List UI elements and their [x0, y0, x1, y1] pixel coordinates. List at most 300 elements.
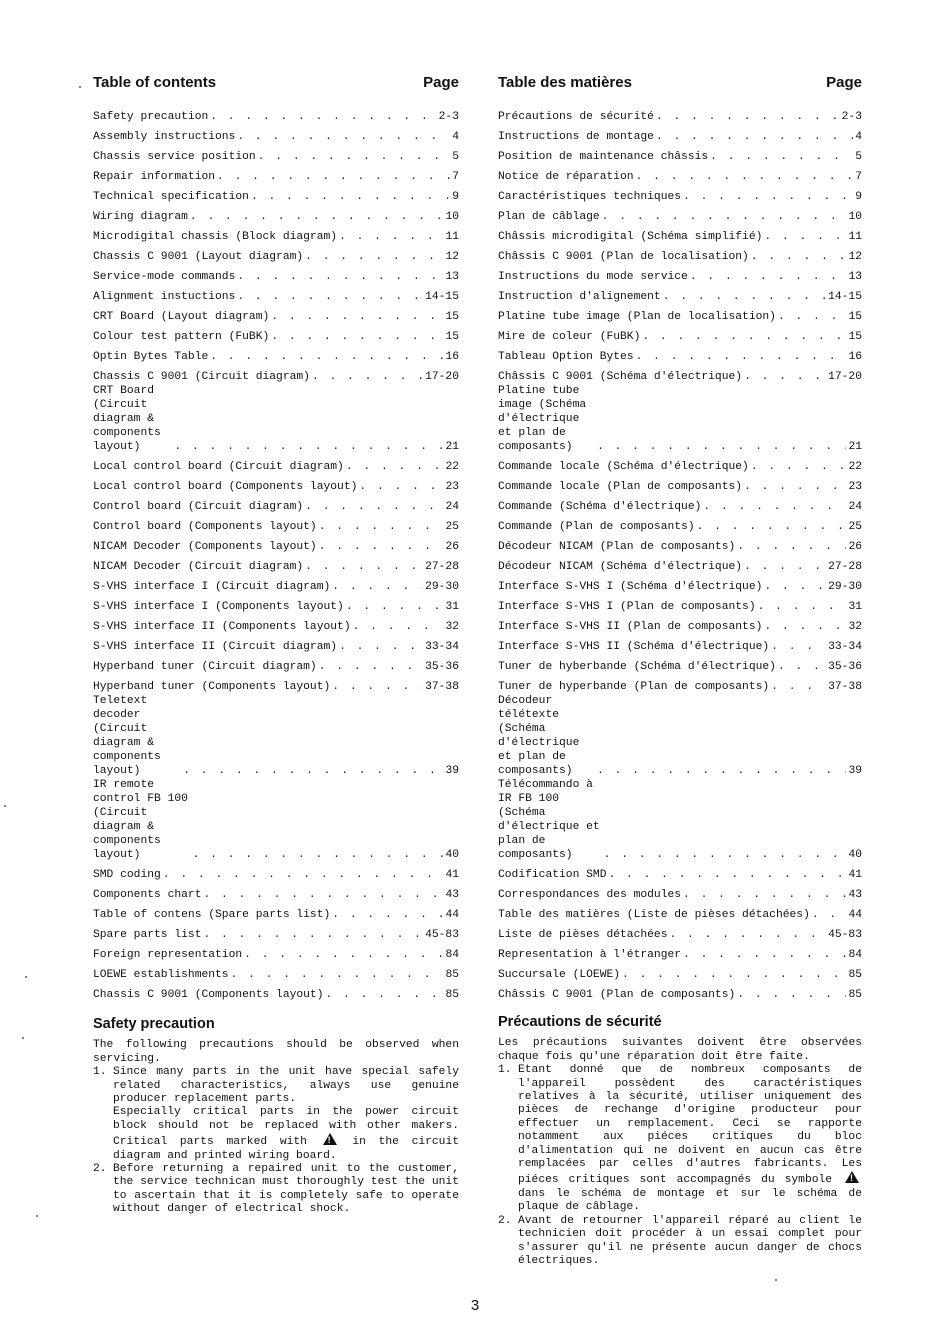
toc-english-entry-title: Service-mode commands — [93, 271, 236, 283]
toc-english-entry — [93, 882, 459, 902]
toc-french-entry — [498, 634, 862, 654]
toc-english-entry-leader — [251, 190, 450, 204]
toc-english-entry — [93, 514, 459, 534]
toc-french-entry-leader — [737, 540, 846, 554]
toc-english-entry-page: 25 — [445, 521, 459, 533]
toc-english-entry-title: Components chart — [93, 889, 202, 901]
toc-french-entry — [498, 882, 862, 902]
toc-english-entry-page: 15 — [445, 331, 459, 343]
toc-english-entry-page: 44 — [445, 909, 459, 921]
toc-english-entry-title: Colour test pattern (FuBK) — [93, 331, 270, 343]
toc-french-entry-page: 44 — [848, 909, 862, 921]
page-number: 3 — [470, 1297, 480, 1314]
toc-english-entry-title: CRT Board (Circuit diagram & components layout) — [93, 385, 161, 453]
toc-french-entry-leader — [744, 370, 826, 384]
toc-english-entry-title: S-VHS interface II (Circuit diagram) — [93, 641, 338, 653]
toc-english-entry — [93, 778, 459, 862]
toc-english-entry-page: 23 — [445, 481, 459, 493]
toc-french-entry-leader — [737, 988, 846, 1002]
toc-english-entry-title: Chassis C 9001 (Components layout) — [93, 989, 324, 1001]
toc-french-entry-page: 9 — [855, 191, 862, 203]
toc-french-entry-title: Interface S-VHS I (Schéma d'électrique) — [498, 581, 763, 593]
toc-english-entry-title: NICAM Decoder (Circuit diagram) — [93, 561, 304, 573]
toc-english-entry-page: 9 — [452, 191, 459, 203]
toc-english-entry-title: IR remote control FB 100 (Circuit diagram & components layout) — [93, 779, 188, 861]
toc-french-entry-title: Liste de pièses détachées — [498, 929, 668, 941]
safety-french-item-2 — [498, 1215, 862, 1269]
toc-english-entry — [93, 902, 459, 922]
toc-english-entry — [93, 164, 459, 184]
toc-french-entry-leader — [683, 888, 846, 902]
toc-french-entry-title: Notice de réparation — [498, 171, 634, 183]
toc-french-entry-page: 14-15 — [828, 291, 862, 303]
toc-english-entry-page: 5 — [452, 151, 459, 163]
toc-english-entry-title: Technical specification — [93, 191, 249, 203]
toc-french-entry-page: 45-83 — [828, 929, 862, 941]
toc-french-entry-title: Representation à l'étranger — [498, 949, 682, 961]
toc-english-entry — [93, 862, 459, 882]
toc-french-entry-leader — [602, 210, 847, 224]
scan-speck — [22, 1037, 24, 1039]
toc-english-entry-title: S-VHS interface I (Components layout) — [93, 601, 344, 613]
toc-french-entry — [498, 454, 862, 474]
toc-english-entry — [93, 184, 459, 204]
toc-french-entry-leader — [778, 660, 826, 674]
toc-english-entry-leader — [210, 350, 443, 364]
safety-english-intro: The following precautions should be observed when servicing. — [93, 1039, 459, 1065]
toc-french-entry-title: Châssis C 9001 (Plan de composants) — [498, 989, 736, 1001]
toc-english-entry-leader — [271, 310, 443, 324]
toc-french-entry-leader — [764, 620, 846, 634]
toc-english-list — [93, 104, 459, 1002]
toc-french-entry-title: Interface S-VHS II (Plan de composants) — [498, 621, 763, 633]
toc-english-entry-page: 4 — [452, 131, 459, 143]
toc-french-entry — [498, 264, 862, 284]
toc-english-entry-title: Assembly instructions — [93, 131, 236, 143]
toc-french-entry — [498, 982, 862, 1002]
safety-section-english — [93, 1018, 459, 1217]
toc-french-entry — [498, 594, 862, 614]
safety-french-title: Précautions de sécurité — [498, 1014, 662, 1030]
toc-french-page-label: Page — [826, 74, 862, 91]
toc-english-entry-title: Spare parts list — [93, 929, 202, 941]
toc-english-entry-leader — [193, 848, 444, 862]
safety-french-item-2-number: 2. — [498, 1214, 512, 1227]
toc-english-entry-leader — [217, 170, 450, 184]
toc-french-entry-leader — [608, 868, 846, 882]
toc-english-entry-leader — [210, 110, 436, 124]
toc-english-entry — [93, 144, 459, 164]
toc-french-entry — [498, 962, 862, 982]
toc-english-entry-leader — [305, 250, 443, 264]
toc-english-entry-page: 12 — [445, 251, 459, 263]
toc-french-entry — [498, 144, 862, 164]
toc-french-entry — [498, 514, 862, 534]
warning-triangle-icon — [845, 1171, 859, 1183]
toc-english-entry-leader — [203, 928, 423, 942]
toc-french-entry-page: 15 — [848, 331, 862, 343]
toc-english-entry-title: Teletext decoder (Circuit diagram & components layout) — [93, 695, 161, 777]
toc-english-entry-title: SMD coding — [93, 869, 161, 881]
safety-english-title: Safety precaution — [93, 1016, 215, 1032]
toc-english-entry — [93, 264, 459, 284]
toc-french-entry-title: Position de maintenance châssis — [498, 151, 709, 163]
toc-english-entry-leader — [326, 988, 444, 1002]
safety-english-item-1-text-a: Since many parts in the unit have special safely related characteristics, always use genuine producer replacement parts. — [113, 1066, 459, 1106]
toc-french-entry-title: Succursale (LOEWE) — [498, 969, 621, 981]
toc-french-entry-page: 37-38 — [828, 681, 862, 693]
toc-french-entry-leader — [771, 640, 826, 654]
toc-english-entry-title: Alignment instuctions — [93, 291, 236, 303]
toc-french-entry-leader — [690, 270, 847, 284]
toc-english-entry-title: Chassis C 9001 (Circuit diagram) — [93, 371, 310, 383]
toc-english-entry-page: 35-36 — [425, 661, 459, 673]
toc-english-entry-leader — [339, 230, 443, 244]
toc-french-entry-title: Caractéristiques techniques — [498, 191, 682, 203]
toc-english-entry-leader — [319, 660, 423, 674]
toc-english-entry — [93, 614, 459, 634]
toc-french-entry — [498, 364, 862, 384]
toc-english-entry-page: 14-15 — [425, 291, 459, 303]
toc-french-entry-page: 23 — [848, 481, 862, 493]
toc-english-entry-title: S-VHS interface I (Circuit diagram) — [93, 581, 331, 593]
toc-french-entry-title: Commande (Schéma d'électrique) — [498, 501, 702, 513]
toc-french-entry-leader — [604, 848, 847, 862]
toc-french-entry-title: Châssis C 9001 (Plan de localisation) — [498, 251, 749, 263]
toc-french-entry-leader — [751, 250, 847, 264]
toc-french-entry-title: Tuner de hyperbande (Plan de composants) — [498, 681, 770, 693]
toc-french-entry-page: 11 — [848, 231, 862, 243]
toc-french-entry-page: 22 — [848, 461, 862, 473]
toc-french-entry — [498, 862, 862, 882]
toc-french-entry — [498, 184, 862, 204]
toc-french-entry-title: Platine tube image (Schéma d'électrique et plan de composants) — [498, 385, 587, 453]
toc-english-entry — [93, 284, 459, 304]
toc-english-entry-leader — [312, 370, 423, 384]
warning-triangle-icon — [323, 1133, 337, 1145]
toc-french-entry-title: Codification SMD — [498, 869, 607, 881]
toc-french-entry-page: 40 — [848, 849, 862, 861]
toc-english-entry-leader — [319, 540, 444, 554]
toc-french-entry-title: Télécommando à IR FB 100 (Schéma d'électrique et plan de composants) — [498, 779, 600, 861]
toc-french-entry — [498, 164, 862, 184]
toc-french-entry-leader — [778, 310, 846, 324]
toc-french-entry-leader — [764, 230, 846, 244]
toc-english-entry-leader — [190, 210, 444, 224]
safety-english-item-2-text: Before returning a repaired unit to the customer, the service technican must thoroughly test the unit to ascertain that it is completely safe to operate without danger of electrical shock. — [113, 1163, 459, 1216]
toc-english-entry-page: 31 — [445, 601, 459, 613]
toc-english-entry-leader — [346, 600, 444, 614]
toc-french-entry-page: 33-34 — [828, 641, 862, 653]
toc-english-entry-title: Hyperband tuner (Circuit diagram) — [93, 661, 317, 673]
toc-english-entry-leader — [319, 520, 444, 534]
safety-french-list — [498, 1064, 862, 1268]
toc-english-entry-leader — [346, 460, 444, 474]
toc-english-entry — [93, 634, 459, 654]
toc-english-entry — [93, 594, 459, 614]
toc-french-entry-page: 29-30 — [828, 581, 862, 593]
toc-french-entry-leader — [636, 170, 854, 184]
toc-english-entry-leader — [203, 888, 443, 902]
toc-french-entry — [498, 654, 862, 674]
toc-french-entry-page: 7 — [855, 171, 862, 183]
toc-french-title: Table des matières — [498, 74, 632, 91]
toc-english-entry — [93, 454, 459, 474]
toc-french-entry-leader — [656, 130, 853, 144]
toc-english-entry-page: 26 — [445, 541, 459, 553]
toc-french-entry-page: 35-36 — [828, 661, 862, 673]
toc-english-entry-page: 29-30 — [425, 581, 459, 593]
safety-english-item-1-number: 1. — [93, 1066, 107, 1079]
safety-english-item-1 — [93, 1066, 459, 1163]
scan-speck — [36, 1215, 38, 1217]
toc-english-entry-leader — [271, 330, 443, 344]
toc-english-entry-page: 84 — [445, 949, 459, 961]
toc-french-entry-page: 32 — [848, 621, 862, 633]
toc-english-entry-leader — [305, 560, 423, 574]
toc-french-entry-page: 10 — [848, 211, 862, 223]
safety-french-item-2-text: Avant de retourner l'appareil réparé au client le technicien doit procéder à un essai complet pour s'assurer qu'il ne présente aucun danger de chocs électriques. — [518, 1214, 862, 1267]
toc-french-entry-leader — [771, 680, 826, 694]
toc-french-entry-title: Table des matières (Liste de pièses détachées) — [498, 909, 810, 921]
toc-english-entry-page: 33-34 — [425, 641, 459, 653]
toc-english-entry — [93, 534, 459, 554]
toc-french-entry — [498, 554, 862, 574]
toc-english-entry-leader — [231, 968, 444, 982]
toc-french-entry-title: Plan de câblage — [498, 211, 600, 223]
toc-french-entry-leader — [812, 908, 847, 922]
toc-french-entry-title: Correspondances des modules — [498, 889, 682, 901]
toc-french-entry-leader — [710, 150, 853, 164]
toc-english-title: Table of contents — [93, 74, 217, 91]
toc-french-entry-leader — [597, 764, 846, 778]
safety-english-item-2 — [93, 1163, 459, 1217]
toc-french-entry-leader — [697, 520, 847, 534]
toc-french-entry — [498, 942, 862, 962]
toc-french-entry-page: 15 — [848, 311, 862, 323]
toc-french-list — [498, 104, 862, 1002]
toc-french-entry-leader — [669, 928, 826, 942]
toc-french-entry-page: 13 — [848, 271, 862, 283]
safety-english-item-1-text-c: in the circuit diagram and printed wiring board. — [113, 1136, 460, 1162]
toc-french-entry-title: Interface S-VHS II (Schéma d'électrique) — [498, 641, 770, 653]
toc-english-entry-leader — [339, 640, 423, 654]
toc-french-entry-page: 31 — [848, 601, 862, 613]
toc-french-entry-title: Châssis C 9001 (Schéma d'électrique) — [498, 371, 743, 383]
toc-french-entry-title: Précautions de sécurité — [498, 111, 654, 123]
toc-french-entry-page: 21 — [848, 441, 862, 453]
toc-english-entry-title: LOEWE establishments — [93, 969, 229, 981]
toc-french-entry-page: 4 — [855, 131, 862, 143]
toc-french-entry — [498, 104, 862, 124]
toc-french-entry-leader — [751, 460, 847, 474]
toc-french-header — [498, 74, 862, 96]
toc-english-entry-page: 27-28 — [425, 561, 459, 573]
toc-english-entry — [93, 324, 459, 344]
toc-english-entry — [93, 674, 459, 694]
toc-english-entry — [93, 124, 459, 144]
toc-english-entry-title: Safety precaution — [93, 111, 209, 123]
toc-english-entry-leader — [359, 480, 443, 494]
toc-french-entry-leader — [758, 600, 847, 614]
toc-french-entry-title: Décodeur télétexte (Schéma d'électrique et plan de composants) — [498, 695, 580, 777]
safety-french-item-1-text-a: Etant donné que de nombreux composants de l'appareil possèdent des caractéristiques relatives à la sécurité, utiliser uniquement des pièces de rechange d'origine producteur pour effectuer un remplacement. Ceci se rapporte notamment aux piéces critiques du bloc d'alimentation qui ne doivent en aucun cas être remplacées par celles d'autres fabricants. Les piéces critiques sont accompagnés du symbole — [518, 1064, 862, 1187]
toc-french-entry — [498, 244, 862, 264]
toc-english-entry-leader — [183, 764, 443, 778]
toc-french-entry-page: 27-28 — [828, 561, 862, 573]
toc-english-entry-page: 40 — [445, 849, 459, 861]
toc-french-entry — [498, 674, 862, 694]
toc-french-entry — [498, 574, 862, 594]
toc-english-entry — [93, 304, 459, 324]
toc-english-entry — [93, 224, 459, 244]
toc-french-entry-leader — [642, 330, 846, 344]
toc-french-entry-leader — [764, 580, 826, 594]
toc-english-entry — [93, 942, 459, 962]
toc-english-entry — [93, 982, 459, 1002]
toc-english-entry-title: Control board (Components layout) — [93, 521, 317, 533]
toc-french-entry-title: Interface S-VHS I (Plan de composants) — [498, 601, 756, 613]
toc-english-entry-page: 85 — [445, 969, 459, 981]
toc-english-entry-title: Chassis C 9001 (Layout diagram) — [93, 251, 304, 263]
toc-english-page-label: Page — [423, 74, 459, 91]
toc-french-entry — [498, 534, 862, 554]
toc-french-entry-page: 84 — [848, 949, 862, 961]
toc-english-entry-title: NICAM Decoder (Components layout) — [93, 541, 317, 553]
toc-english-entry-leader — [163, 868, 444, 882]
toc-french-entry — [498, 124, 862, 144]
toc-english-entry — [93, 694, 459, 778]
toc-english-entry-leader — [258, 150, 451, 164]
toc-french-entry-title: Instructions du mode service — [498, 271, 688, 283]
toc-english-entry-leader — [353, 620, 444, 634]
scan-speck — [4, 805, 6, 807]
toc-french-entry — [498, 324, 862, 344]
toc-english-entry-page: 85 — [445, 989, 459, 1001]
toc-english-entry-title: Repair information — [93, 171, 216, 183]
toc-english-entry-leader — [237, 270, 443, 284]
toc-french-entry-title: Mire de coleur (FuBK) — [498, 331, 641, 343]
toc-english-entry-page: 43 — [445, 889, 459, 901]
toc-french-entry-title: Décodeur NICAM (Schéma d'électrique) — [498, 561, 743, 573]
toc-english-entry — [93, 344, 459, 364]
toc-english-entry-title: CRT Board (Layout diagram) — [93, 311, 270, 323]
toc-english-entry — [93, 384, 459, 454]
toc-english-entry-page: 32 — [445, 621, 459, 633]
safety-section-french — [498, 1016, 862, 1268]
toc-french-entry-title: Commande locale (Plan de composants) — [498, 481, 743, 493]
toc-french-entry-title: Châssis microdigital (Schéma simplifié) — [498, 231, 763, 243]
toc-french-entry-leader — [703, 500, 846, 514]
toc-french-entry-title: Instruction d'alignement — [498, 291, 661, 303]
toc-french-entry — [498, 204, 862, 224]
toc-english-entry-page: 24 — [445, 501, 459, 513]
toc-english-entry-leader — [237, 290, 423, 304]
safety-french-item-1 — [498, 1064, 862, 1214]
toc-english-entry-page: 7 — [452, 171, 459, 183]
safety-english-item-2-number: 2. — [93, 1163, 107, 1176]
toc-english-entry-page: 45-83 — [425, 929, 459, 941]
toc-english-entry-title: Optin Bytes Table — [93, 351, 209, 363]
toc-french-entry-leader — [597, 440, 846, 454]
toc-french-entry — [498, 304, 862, 324]
toc-french-entry-title: Tableau Option Bytes — [498, 351, 634, 363]
toc-english-entry-leader — [332, 908, 443, 922]
toc-english-entry-title: Hyperband tuner (Components layout) — [93, 681, 331, 693]
toc-english-entry — [93, 494, 459, 514]
toc-french-entry — [498, 694, 862, 778]
toc-english-entry-title: Foreign representation — [93, 949, 243, 961]
safety-english-item-1-text-b: Especially critical parts in the power circuit block should not be replaced with other makers. Critical parts marked with — [113, 1106, 459, 1149]
toc-french-entry-page: 2-3 — [841, 111, 862, 123]
toc-english-entry-title: S-VHS interface II (Components layout) — [93, 621, 351, 633]
toc-french-entry-title: Platine tube image (Plan de localisation) — [498, 311, 776, 323]
toc-english-entry-leader — [244, 948, 443, 962]
toc-french-entry — [498, 474, 862, 494]
toc-english-entry-leader — [332, 580, 423, 594]
toc-english-entry-leader — [305, 500, 443, 514]
toc-french-entry-title: Commande locale (Schéma d'électrique) — [498, 461, 749, 473]
toc-english-entry — [93, 364, 459, 384]
toc-french-entry — [498, 384, 862, 454]
toc-french-entry-page: 85 — [848, 989, 862, 1001]
toc-english-entry-page: 21 — [445, 441, 459, 453]
toc-english-entry — [93, 922, 459, 942]
toc-french-entry-leader — [683, 948, 846, 962]
toc-french-entry — [498, 224, 862, 244]
scan-speck — [79, 86, 81, 88]
toc-english-entry — [93, 574, 459, 594]
toc-english-entry-title: Control board (Circuit diagram) — [93, 501, 304, 513]
toc-french-entry-page: 26 — [848, 541, 862, 553]
toc-english-entry — [93, 204, 459, 224]
toc-french-entry-page: 5 — [855, 151, 862, 163]
toc-french-entry-page: 39 — [848, 765, 862, 777]
toc-french-entry — [498, 494, 862, 514]
toc-french-entry-page: 25 — [848, 521, 862, 533]
toc-english-entry — [93, 474, 459, 494]
toc-french-entry-title: Commande (Plan de composants) — [498, 521, 695, 533]
toc-english-entry-page: 41 — [445, 869, 459, 881]
toc-french-entry-leader — [656, 110, 840, 124]
toc-french-entry — [498, 778, 862, 862]
toc-english-entry-page: 15 — [445, 311, 459, 323]
toc-english-entry-title: Table of contens (Spare parts list) — [93, 909, 331, 921]
toc-french-entry — [498, 902, 862, 922]
toc-french-entry-leader — [744, 480, 846, 494]
toc-french-entry-title: Décodeur NICAM (Plan de composants) — [498, 541, 736, 553]
toc-french-entry-page: 43 — [848, 889, 862, 901]
toc-english-entry — [93, 554, 459, 574]
toc-english-entry-title: Wiring diagram — [93, 211, 188, 223]
toc-english-entry — [93, 962, 459, 982]
safety-english-list — [93, 1066, 459, 1216]
scan-speck — [25, 976, 27, 978]
toc-french-entry-leader — [744, 560, 826, 574]
toc-french-entry — [498, 614, 862, 634]
toc-french-entry-leader — [683, 190, 853, 204]
toc-english-entry-title: Chassis service position — [93, 151, 256, 163]
toc-french-entry-page: 17-20 — [828, 371, 862, 383]
toc-french-entry-title: Tuner de hyberbande (Schéma d'électrique) — [498, 661, 776, 673]
toc-english-entry-leader — [237, 130, 450, 144]
safety-french-item-1-text-b: dans le schéma de montage et sur le schéma de plaque de câblage. — [518, 1187, 862, 1214]
toc-english-entry-page: 39 — [445, 765, 459, 777]
toc-english-entry-title: Microdigital chassis (Block diagram) — [93, 231, 338, 243]
toc-french-entry-page: 16 — [848, 351, 862, 363]
scan-speck — [775, 1279, 777, 1281]
toc-english-entry-page: 22 — [445, 461, 459, 473]
